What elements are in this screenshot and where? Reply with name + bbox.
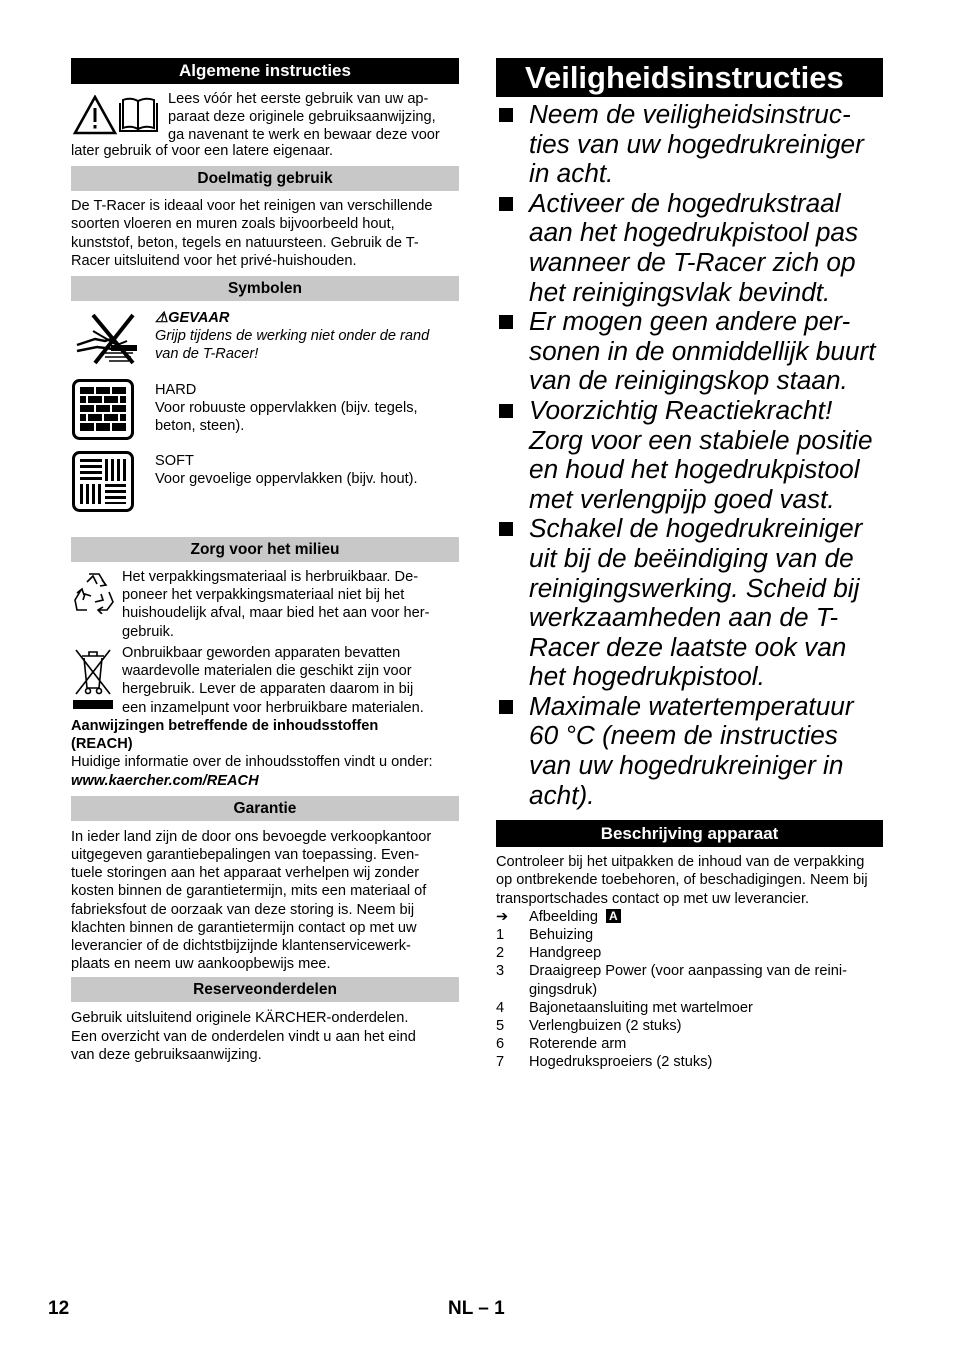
spares-text	[71, 1009, 459, 1064]
bullet-line: werkzaamheden aan de T-	[529, 602, 839, 633]
hard-text-line: Voor robuuste oppervlakken (bijv. tegels,	[155, 400, 418, 417]
bullet-square-icon	[499, 197, 513, 211]
item-number: 4	[496, 999, 505, 1016]
right-column	[496, 58, 883, 1072]
bullet-line: met verlengpijp goed vast.	[529, 483, 835, 514]
left-column	[71, 58, 459, 1064]
general-block	[71, 90, 459, 142]
soft-surface-wood-icon	[72, 451, 134, 512]
parts-list-item	[496, 1053, 883, 1071]
bullet-line: 60 °C (neem de instructies	[529, 720, 838, 751]
warranty-line: fabrieksfout de oorzaak van deze storing is. Neem bij	[71, 901, 415, 918]
figure-letter-badge: A	[606, 909, 621, 923]
parts-list-item	[496, 1035, 883, 1053]
item-number: 5	[496, 1018, 505, 1035]
intended-use-text	[71, 197, 459, 270]
bullet-line: van uw hogedrukreiniger in	[529, 750, 844, 781]
weee-line: Onbruikbaar geworden apparaten bevatten	[122, 645, 401, 662]
warranty-line: kosten binnen de garantietermijn, mits een materiaal of	[71, 883, 427, 900]
language-code: NL	[448, 1298, 473, 1319]
bullet-line: aan het hogedrukpistool pas	[529, 217, 859, 248]
bullet-square-icon	[499, 108, 513, 122]
weee-line: waardevolle materialen die geschikt zijn voor	[122, 663, 412, 680]
description-line: op ontbrekende toebehoren, of beschadigingen. Neem bij	[496, 872, 868, 889]
language-page: – 1	[478, 1298, 505, 1319]
item-text: Draaigreep Power (voor aanpassing van de reini-	[529, 963, 847, 980]
section-heading-environment: Zorg voor het milieu	[71, 537, 459, 562]
bullet-line: Schakel de hogedrukreiniger	[529, 513, 863, 544]
recycle-icon	[73, 570, 115, 614]
safety-bullet	[496, 189, 883, 307]
weee-line: hergebruik. Lever de apparaten daarom in bij	[122, 681, 414, 698]
soft-label: SOFT	[155, 453, 194, 470]
safety-bullet	[496, 100, 883, 189]
item-number: 2	[496, 945, 505, 962]
danger-label-row	[155, 309, 459, 327]
intended-use-line: kunststof, beton, tegels en natuursteen. Gebruik de T-	[71, 234, 419, 251]
description-line: Controleer bij het uitpakken de inhoud van de verpakking	[496, 854, 865, 871]
recycle-line: poneer het verpakkingsmateriaal niet bij het	[122, 587, 405, 604]
reach-text: Huidige informatie over de inhoudsstoffen vindt u onder:	[71, 754, 433, 771]
item-text: Handgreep	[529, 945, 602, 962]
safety-bullet	[496, 692, 883, 810]
warranty-line: plaats en neem uw aankoopbewijs mee.	[71, 956, 331, 973]
description-text	[496, 853, 883, 908]
intended-use-line: Racer uitsluitend voor het privé-huishouden.	[71, 252, 357, 269]
item-number: 7	[496, 1054, 505, 1071]
parts-list-item	[496, 944, 883, 962]
section-heading-symbols: Symbolen	[71, 276, 459, 301]
parts-list	[496, 926, 883, 1072]
symbols-block	[71, 309, 459, 537]
hard-text-line: beton, steen).	[155, 418, 245, 435]
bullet-line: uit bij de beëindiging van de	[529, 542, 854, 573]
parts-list-item	[496, 962, 883, 998]
intended-use-line: soorten vloeren en muren zoals bijvoorbeeld hout,	[71, 216, 395, 233]
figure-label: Afbeelding	[529, 908, 598, 925]
item-number: 1	[496, 927, 505, 944]
page-number: 12	[48, 1298, 70, 1319]
safety-bullet	[496, 514, 883, 692]
warranty-line: leverancier of de dichtstbijzijnde klantenservicewerk-	[71, 938, 411, 955]
bullet-line: Neem de veiligheidsinstruc-	[529, 99, 851, 129]
item-text: gingsdruk)	[529, 981, 598, 998]
section-heading-warranty: Garantie	[71, 796, 459, 821]
bullet-line: Er mogen geen andere per-	[529, 306, 851, 337]
item-text: Behuizing	[529, 927, 594, 944]
warranty-text	[71, 828, 459, 974]
bullet-line: reinigingswerking. Scheid bij	[529, 572, 860, 603]
bullet-line: en houd het hogedrukpistool	[529, 454, 860, 485]
safety-bullet-list	[496, 100, 883, 810]
parts-list-item	[496, 926, 883, 944]
bullet-line: het hogedrukpistool.	[529, 661, 765, 692]
spares-line: Een overzicht van de onderdelen vindt u aan het eind	[71, 1028, 416, 1045]
soft-text-line: Voor gevoelige oppervlakken (bijv. hout).	[155, 471, 418, 488]
bullet-line: Activeer de hogedrukstraal	[529, 187, 841, 218]
section-heading-general: Algemene instructies	[71, 58, 459, 84]
bullet-square-icon	[499, 315, 513, 329]
bullet-square-icon	[499, 522, 513, 536]
item-text: Roterende arm	[529, 1036, 627, 1053]
bullet-line: het reinigingsvlak bevindt.	[529, 276, 831, 307]
parts-list-item	[496, 999, 883, 1017]
reach-heading-line: Aanwijzingen betreffende de inhoudsstoffen	[71, 718, 379, 735]
warranty-line: In ieder land zijn de door ons bevoegde verkoopkantoor	[71, 828, 432, 845]
reach-link[interactable]: www.kaercher.com/REACH	[71, 772, 259, 789]
general-line: Lees vóór het eerste gebruik van uw ap-	[168, 91, 429, 107]
bullet-line: Maximale watertemperatuur	[529, 690, 854, 721]
parts-list-item	[496, 1017, 883, 1035]
page-footer-code	[448, 1298, 505, 1320]
item-text: Bajonetaansluiting met wartelmoer	[529, 999, 753, 1016]
bullet-line: acht).	[529, 779, 595, 810]
item-text: Hogedruksproeiers (2 stuks)	[529, 1054, 713, 1071]
recycle-line: Het verpakkingsmateriaal is herbruikbaar. De-	[122, 569, 419, 586]
general-line: paraat deze originele gebruiksaanwijzing,	[168, 109, 436, 126]
bullet-square-icon	[499, 700, 513, 714]
hard-label: HARD	[155, 382, 197, 399]
danger-triangle-icon: ⚠	[155, 310, 169, 327]
item-number: 6	[496, 1036, 505, 1053]
bullet-line: van de reinigingskop staan.	[529, 365, 848, 396]
section-heading-safety: Veiligheidsinstructies	[496, 58, 883, 97]
bullet-line: Racer deze laatste ook van	[529, 631, 847, 662]
recycle-line: gebruik.	[122, 623, 174, 640]
bullet-line: Zorg voor een stabiele positie	[529, 424, 873, 455]
bullet-line: sonen in de onmiddellijk buurt	[529, 335, 876, 366]
reach-heading-line: (REACH)	[71, 736, 133, 753]
weee-crossed-bin-icon	[73, 644, 113, 710]
recycle-line: huishoudelijk afval, maar bied het aan voor her-	[122, 605, 430, 622]
bullet-line: wanneer de T-Racer zich op	[529, 246, 856, 277]
intended-use-line: De T-Racer is ideaal voor het reinigen van verschillende	[71, 198, 433, 215]
environment-block	[71, 568, 459, 717]
safety-bullet	[496, 307, 883, 396]
danger-text-line: Grijp tijdens de werking niet onder de rand	[155, 328, 430, 345]
bullet-line: Voorzichtig Reactiekracht!	[529, 394, 833, 425]
general-line: ga navenant te werk en bewaar deze voor	[168, 127, 440, 144]
warranty-line: klachten binnen de garantietermijn contact op met uw	[71, 919, 417, 936]
bullet-line: ties van uw hogedrukreiniger	[529, 128, 864, 159]
spares-line: van deze gebruiksaanwijzing.	[71, 1046, 262, 1063]
item-text: Verlengbuizen (2 stuks)	[529, 1018, 682, 1035]
bullet-square-icon	[499, 404, 513, 418]
danger-text-line: van de T-Racer!	[155, 346, 259, 363]
description-line: transportschades contact op met uw leverancier.	[496, 890, 810, 907]
figure-reference	[496, 908, 883, 926]
warning-manual-icon	[73, 95, 159, 135]
danger-label: GEVAAR	[168, 310, 230, 327]
bullet-line: in acht.	[529, 158, 614, 189]
general-tail: later gebruik of voor een latere eigenaar.	[71, 143, 334, 159]
weee-line: een inzamelpunt voor herbruikbare materialen.	[122, 699, 424, 716]
section-heading-intended-use: Doelmatig gebruik	[71, 166, 459, 191]
section-heading-spares: Reserveonderdelen	[71, 977, 459, 1002]
arrow-right-icon: ➔	[496, 908, 509, 925]
hard-surface-brick-icon	[72, 379, 134, 440]
spares-line: Gebruik uitsluitend originele KÄRCHER-onderdelen.	[71, 1010, 409, 1027]
section-heading-description: Beschrijving apparaat	[496, 820, 883, 847]
no-hand-under-edge-icon	[73, 311, 143, 367]
item-number: 3	[496, 963, 505, 980]
safety-bullet	[496, 396, 883, 514]
warranty-line: uitgegeven garantiebepalingen van toepassing. Even-	[71, 847, 420, 864]
warranty-line: tuele storingen aan het apparaat verhelpen wij zonder	[71, 865, 420, 882]
